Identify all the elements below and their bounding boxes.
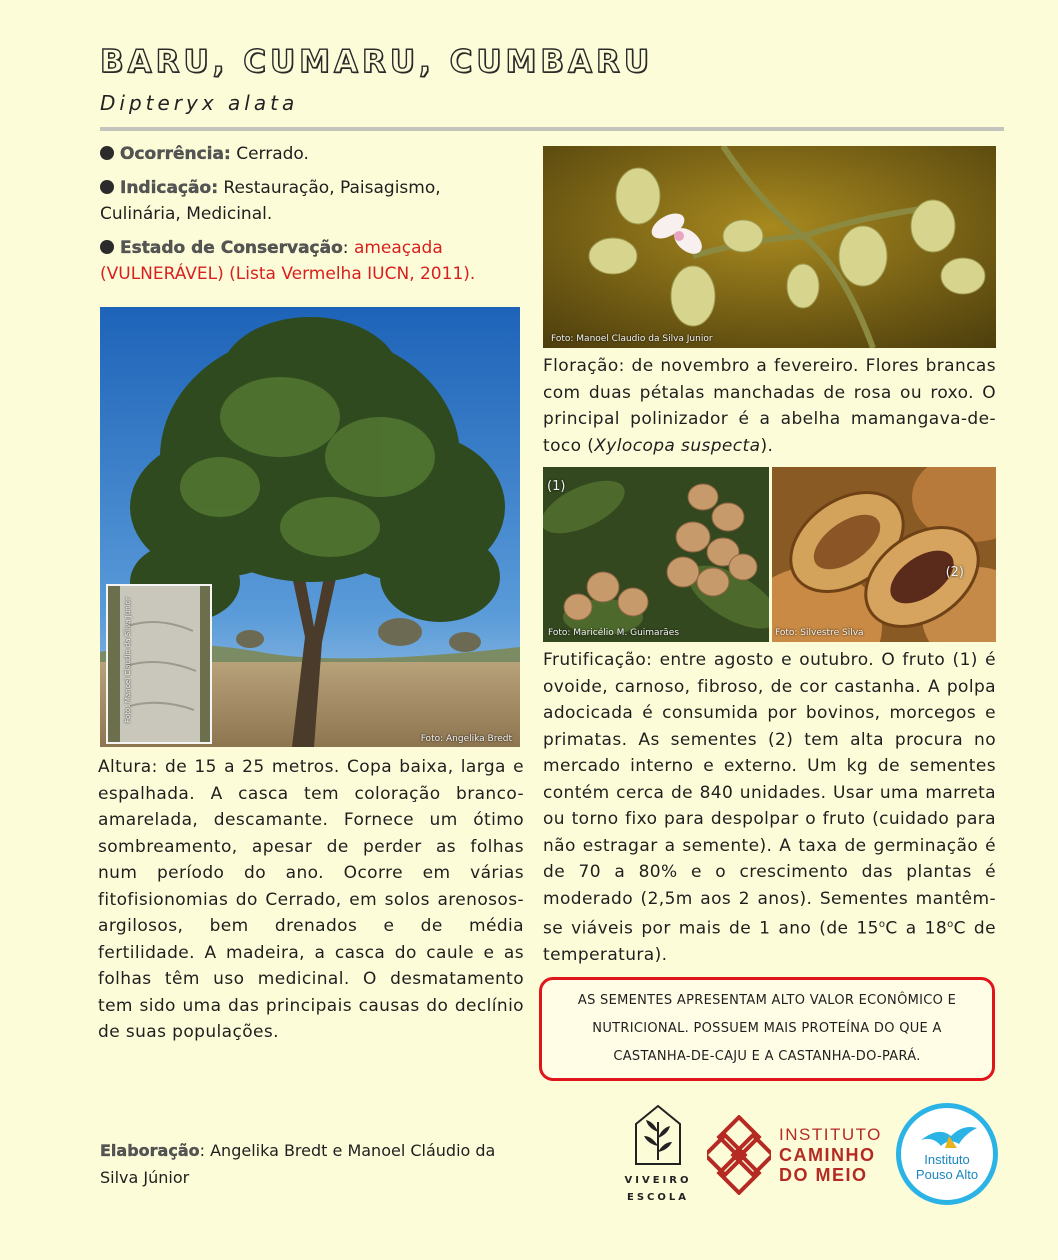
callout-text: AS SEMENTES APRESENTAM ALTO VALOR ECONÔMICO E NUTRICIONAL. POSSUEM MAIS PROTEÍNA DO QUE A CASTANHA-DE-CAJU E A CASTANHA-DO-PARÁ. [577,993,957,1064]
fruit-photo-credit: Foto: Maricélio M. Guimarães [548,628,680,638]
plant-logo-icon [622,1102,694,1168]
pollinator-species: Xylocopa suspecta [594,435,761,456]
fruiting-text-2: C a 18 [885,918,948,939]
fruiting-text-3: C de temperatura). [543,918,996,966]
bird-logo-icon [919,1122,979,1152]
escola-text: ESCOLA [627,1192,689,1203]
flowering-text: Floração: de novembro a fevereiro. Flores brancas com duas pétalas manchadas de rosa ou roxo. O principal polinizador é a abelha mamangava-de-toco ( [543,356,996,456]
indication-value: Restauração, Paisagismo, Culinária, Medicinal. [100,178,441,224]
degree-mark: o [878,919,886,930]
indication-label: Indicação: [120,178,218,198]
tree-photo-credit: Foto: Angelika Bredt [420,734,512,744]
credits-label: Elaboração [100,1141,200,1160]
bark-inset-photo [106,584,212,744]
bark-photo-credit: Foto: Manoel Claudio da Silva Junior [124,597,132,723]
flowering-text-end: ). [760,435,774,456]
seed-photo-credit: Foto: Silvestre Silva [775,628,864,638]
pouso-alto-text: Pouso Alto [915,1167,979,1182]
bullet-icon [100,180,114,194]
flower-photo-credit: Foto: Manoel Claudio da Silva Junior [551,334,713,344]
conservation-line [100,235,520,287]
flower-photo [543,146,996,348]
nutrition-callout [539,977,995,1081]
caminho-text: CAMINHO [779,1145,876,1165]
conservation-colon: : [342,238,354,258]
page-title: BARU, CUMARU, CUMBARU [100,44,654,80]
instituto-pouso-alto-logo [896,1103,998,1205]
instituto-caminho-do-meio-logo [707,1115,887,1197]
occurrence-label: Ocorrência: [120,144,231,164]
fruit-label: (1) [547,479,566,494]
conservation-label: Estado de Conservação [120,238,343,258]
credits [100,1137,520,1191]
bullet-icon [100,146,114,160]
header-divider [100,127,1004,131]
viveiro-escola-logo [622,1102,694,1208]
scientific-name: Dipteryx alata [100,91,299,115]
fruit-illustration [543,467,769,642]
seed-photo [772,467,996,642]
credits-value: : Angelika Bredt e Manoel Cláudio da Silva Júnior [100,1141,496,1187]
occurrence-line [100,141,520,167]
do-meio-text: DO MEIO [779,1165,868,1185]
indication-line [100,175,520,227]
endless-knot-icon [707,1115,771,1195]
bullet-icon [100,240,114,254]
degree-mark: o [947,919,954,930]
flowering-description [543,353,996,459]
occurrence-value: Cerrado. [230,144,309,164]
conservation-status: ameaçada (VULNERÁVEL) (Lista Vermelha IUCN, 2011). [100,238,476,284]
pouso-alto-instituto-text: Instituto [924,1152,970,1167]
seed-illustration [772,467,996,642]
viveiro-text: VIVEIRO [624,1175,692,1186]
tree-photo [100,307,520,747]
height-description: Altura: de 15 a 25 metros. Copa baixa, larga e espalhada. A casca tem coloração branco-amarelada, descamante. Fornece um ótimo sombreamento, apesar de perder as folhas num período do ano. Ocorre em várias fitofisionomias do Cerrado, em solos arenosos-argilosos, bem drenados e de média fertilidade. A madeira, a casca do caule e as folhas têm uso medicinal. O desmatamento tem sido uma das principais causas do declínio de suas populações. [98,757,524,1042]
flower-illustration [543,146,996,348]
fruiting-description [543,647,996,969]
fruit-photo [543,467,769,642]
seed-label: (2) [945,565,964,580]
instituto-text: INSTITUTO [779,1125,882,1144]
fruiting-text: Frutificação: entre agosto e outubro. O fruto (1) é ovoide, carnoso, fibroso, de cor castanha. A polpa adocicada é consumida por bovinos, morcegos e primatas. As sementes (2) tem alta procura no mercado interno e externo. Um kg de sementes contém cerca de 840 unidades. Usar uma marreta ou torno fixo para despolpar o fruto (cuidado para não estragar a semente). A taxa de germinação é de 70 a 80% e o crescimento das plantas é moderado (2,5m aos 2 anos). Sementes mantêm-se viáveis por mais de 1 ano (de 15 [543,650,996,939]
